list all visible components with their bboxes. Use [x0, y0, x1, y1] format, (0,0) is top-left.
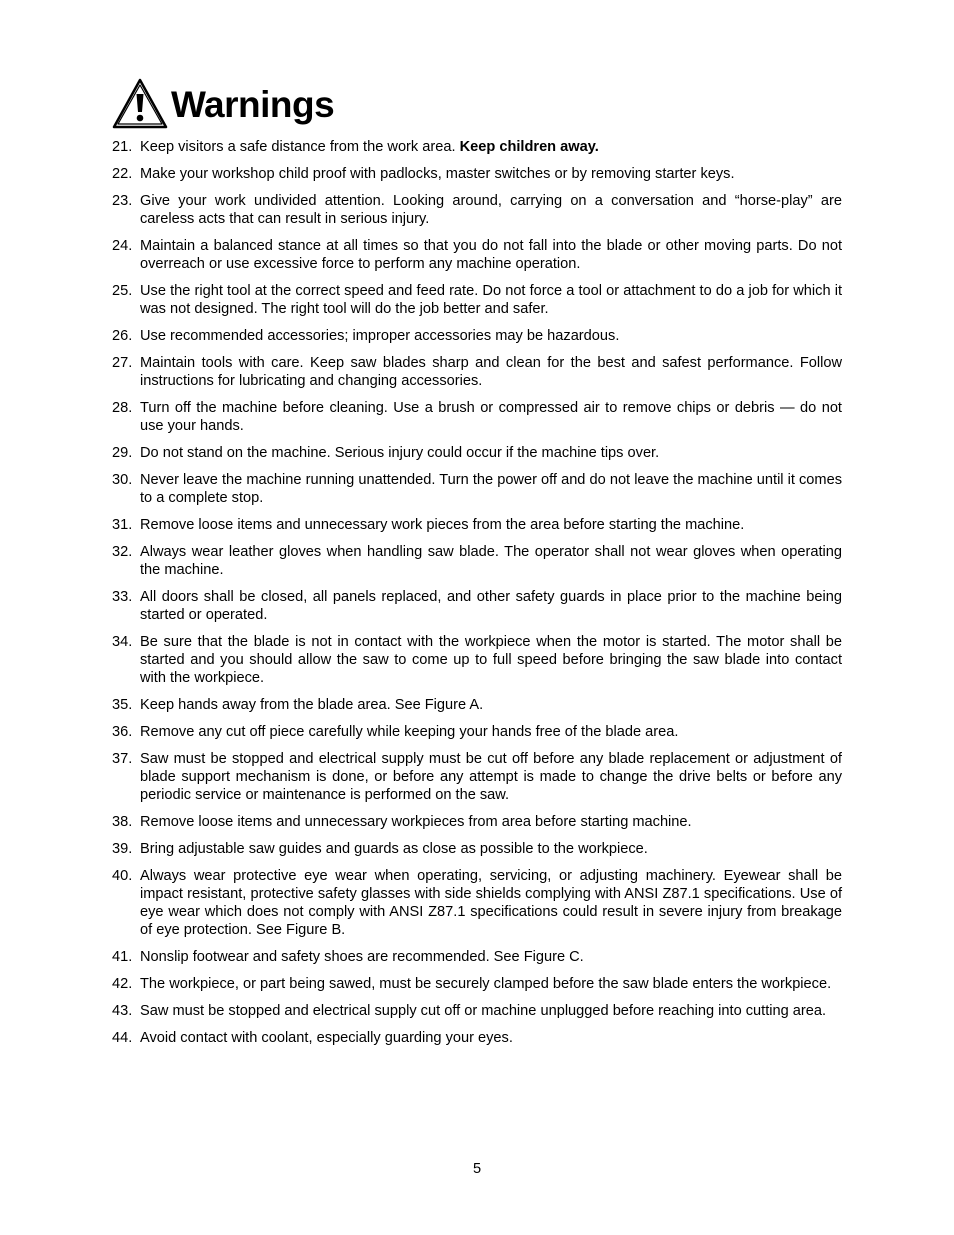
item-number: 44. [112, 1030, 133, 1046]
item-emphasis: Keep children away. [459, 139, 599, 155]
item-text: Saw must be stopped and electrical supply must be cut off before any blade replacement or adjustment of blade support mechanism is done, or before any attempt is made to change the drive belts or before any periodic service or maintenance is performed on the saw. [140, 751, 842, 803]
warning-item [112, 633, 842, 687]
warning-item [112, 723, 842, 741]
item-number: 29. [112, 445, 133, 461]
item-number: 23. [112, 193, 133, 209]
item-text: Be sure that the blade is not in contact with the workpiece when the motor is started. The motor shall be started and you should allow the saw to come up to full speed before bringing the saw blade into contact with the workpiece. [140, 634, 842, 686]
item-text: Use recommended accessories; improper accessories may be hazardous. [140, 328, 620, 344]
item-text: Keep hands away from the blade area. See Figure A. [140, 697, 484, 713]
warning-item [112, 1002, 842, 1020]
warnings-header [112, 78, 334, 130]
item-number: 27. [112, 355, 133, 371]
item-text: Remove loose items and unnecessary workpieces from area before starting machine. [140, 814, 692, 830]
warning-item [112, 813, 842, 831]
item-number: 32. [112, 544, 133, 560]
item-number: 40. [112, 868, 133, 884]
item-number: 37. [112, 751, 133, 767]
page-number: 5 [472, 1161, 482, 1177]
item-text: Remove any cut off piece carefully while keeping your hands free of the blade area. [140, 724, 679, 740]
item-text: Bring adjustable saw guides and guards as close as possible to the workpiece. [140, 841, 648, 857]
warning-triangle-icon [112, 78, 168, 130]
item-number: 41. [112, 949, 133, 965]
item-text: Keep visitors a safe distance from the work area. [140, 139, 460, 155]
item-text: Maintain a balanced stance at all times so that you do not fall into the blade or other moving parts. Do not overreach or use excessive force to perform any machine operation. [140, 238, 842, 272]
item-text: Use the right tool at the correct speed and feed rate. Do not force a tool or attachment to do a job for which it was not designed. The right tool will do the job better and safer. [140, 283, 842, 317]
warning-item [112, 192, 842, 228]
item-text: Remove loose items and unnecessary work pieces from the area before starting the machine. [140, 517, 745, 533]
warning-list [112, 138, 842, 1056]
item-text: Do not stand on the machine. Serious injury could occur if the machine tips over. [140, 445, 660, 461]
warning-item [112, 282, 842, 318]
item-text: All doors shall be closed, all panels replaced, and other safety guards in place prior to the machine being started or operated. [140, 589, 842, 623]
warning-item [112, 516, 842, 534]
item-number: 38. [112, 814, 133, 830]
warning-item [112, 1029, 842, 1047]
item-text: Saw must be stopped and electrical supply cut off or machine unplugged before reaching into cutting area. [140, 1003, 827, 1019]
item-number: 43. [112, 1003, 133, 1019]
warning-item [112, 588, 842, 624]
warning-item [112, 354, 842, 390]
item-number: 31. [112, 517, 133, 533]
warning-item [112, 471, 842, 507]
warning-item [112, 696, 842, 714]
item-number: 25. [112, 283, 133, 299]
item-text: Avoid contact with coolant, especially guarding your eyes. [140, 1030, 513, 1046]
warning-item [112, 840, 842, 858]
item-number: 35. [112, 697, 133, 713]
item-number: 26. [112, 328, 133, 344]
warning-item [112, 975, 842, 993]
warning-item [112, 138, 842, 156]
item-text: Give your work undivided attention. Looking around, carrying on a conversation and “horse-play” are careless acts that can result in serious injury. [140, 193, 842, 227]
warning-item [112, 867, 842, 939]
warning-item [112, 444, 842, 462]
item-number: 30. [112, 472, 133, 488]
item-text: Nonslip footwear and safety shoes are recommended. See Figure C. [140, 949, 584, 965]
warning-item [112, 750, 842, 804]
item-text: Never leave the machine running unattended. Turn the power off and do not leave the machine until it comes to a complete stop. [140, 472, 842, 506]
item-text: The workpiece, or part being sawed, must be securely clamped before the saw blade enters the workpiece. [140, 976, 832, 992]
item-text: Always wear protective eye wear when operating, servicing, or adjusting machinery. Eyewear shall be impact resistant, protective safety glasses with side shields complying with ANSI Z87.1 specifications. Use of eye wear which does not comply with ANSI Z87.1 specifications could result in severe injury from breakage of eye protection. See Figure B. [140, 868, 842, 938]
warning-item [112, 399, 842, 435]
warning-item [112, 948, 842, 966]
page-title: Warnings [171, 83, 335, 125]
item-number: 22. [112, 166, 133, 182]
item-number: 28. [112, 400, 133, 416]
item-number: 39. [112, 841, 133, 857]
item-text: Maintain tools with care. Keep saw blades sharp and clean for the best and safest performance. Follow instructions for lubricating and changing accessories. [140, 355, 842, 389]
warning-item [112, 165, 842, 183]
item-text: Make your workshop child proof with padlocks, master switches or by removing starter keys. [140, 166, 735, 182]
item-number: 36. [112, 724, 133, 740]
item-text: Turn off the machine before cleaning. Use a brush or compressed air to remove chips or debris — do not use your hands. [140, 400, 842, 434]
warning-item [112, 543, 842, 579]
item-number: 33. [112, 589, 133, 605]
item-number: 24. [112, 238, 133, 254]
item-text: Always wear leather gloves when handling saw blade. The operator shall not wear gloves when operating the machine. [140, 544, 842, 578]
item-number: 42. [112, 976, 133, 992]
item-number: 34. [112, 634, 133, 650]
item-number: 21. [112, 139, 133, 155]
warning-item [112, 237, 842, 273]
warning-item [112, 327, 842, 345]
